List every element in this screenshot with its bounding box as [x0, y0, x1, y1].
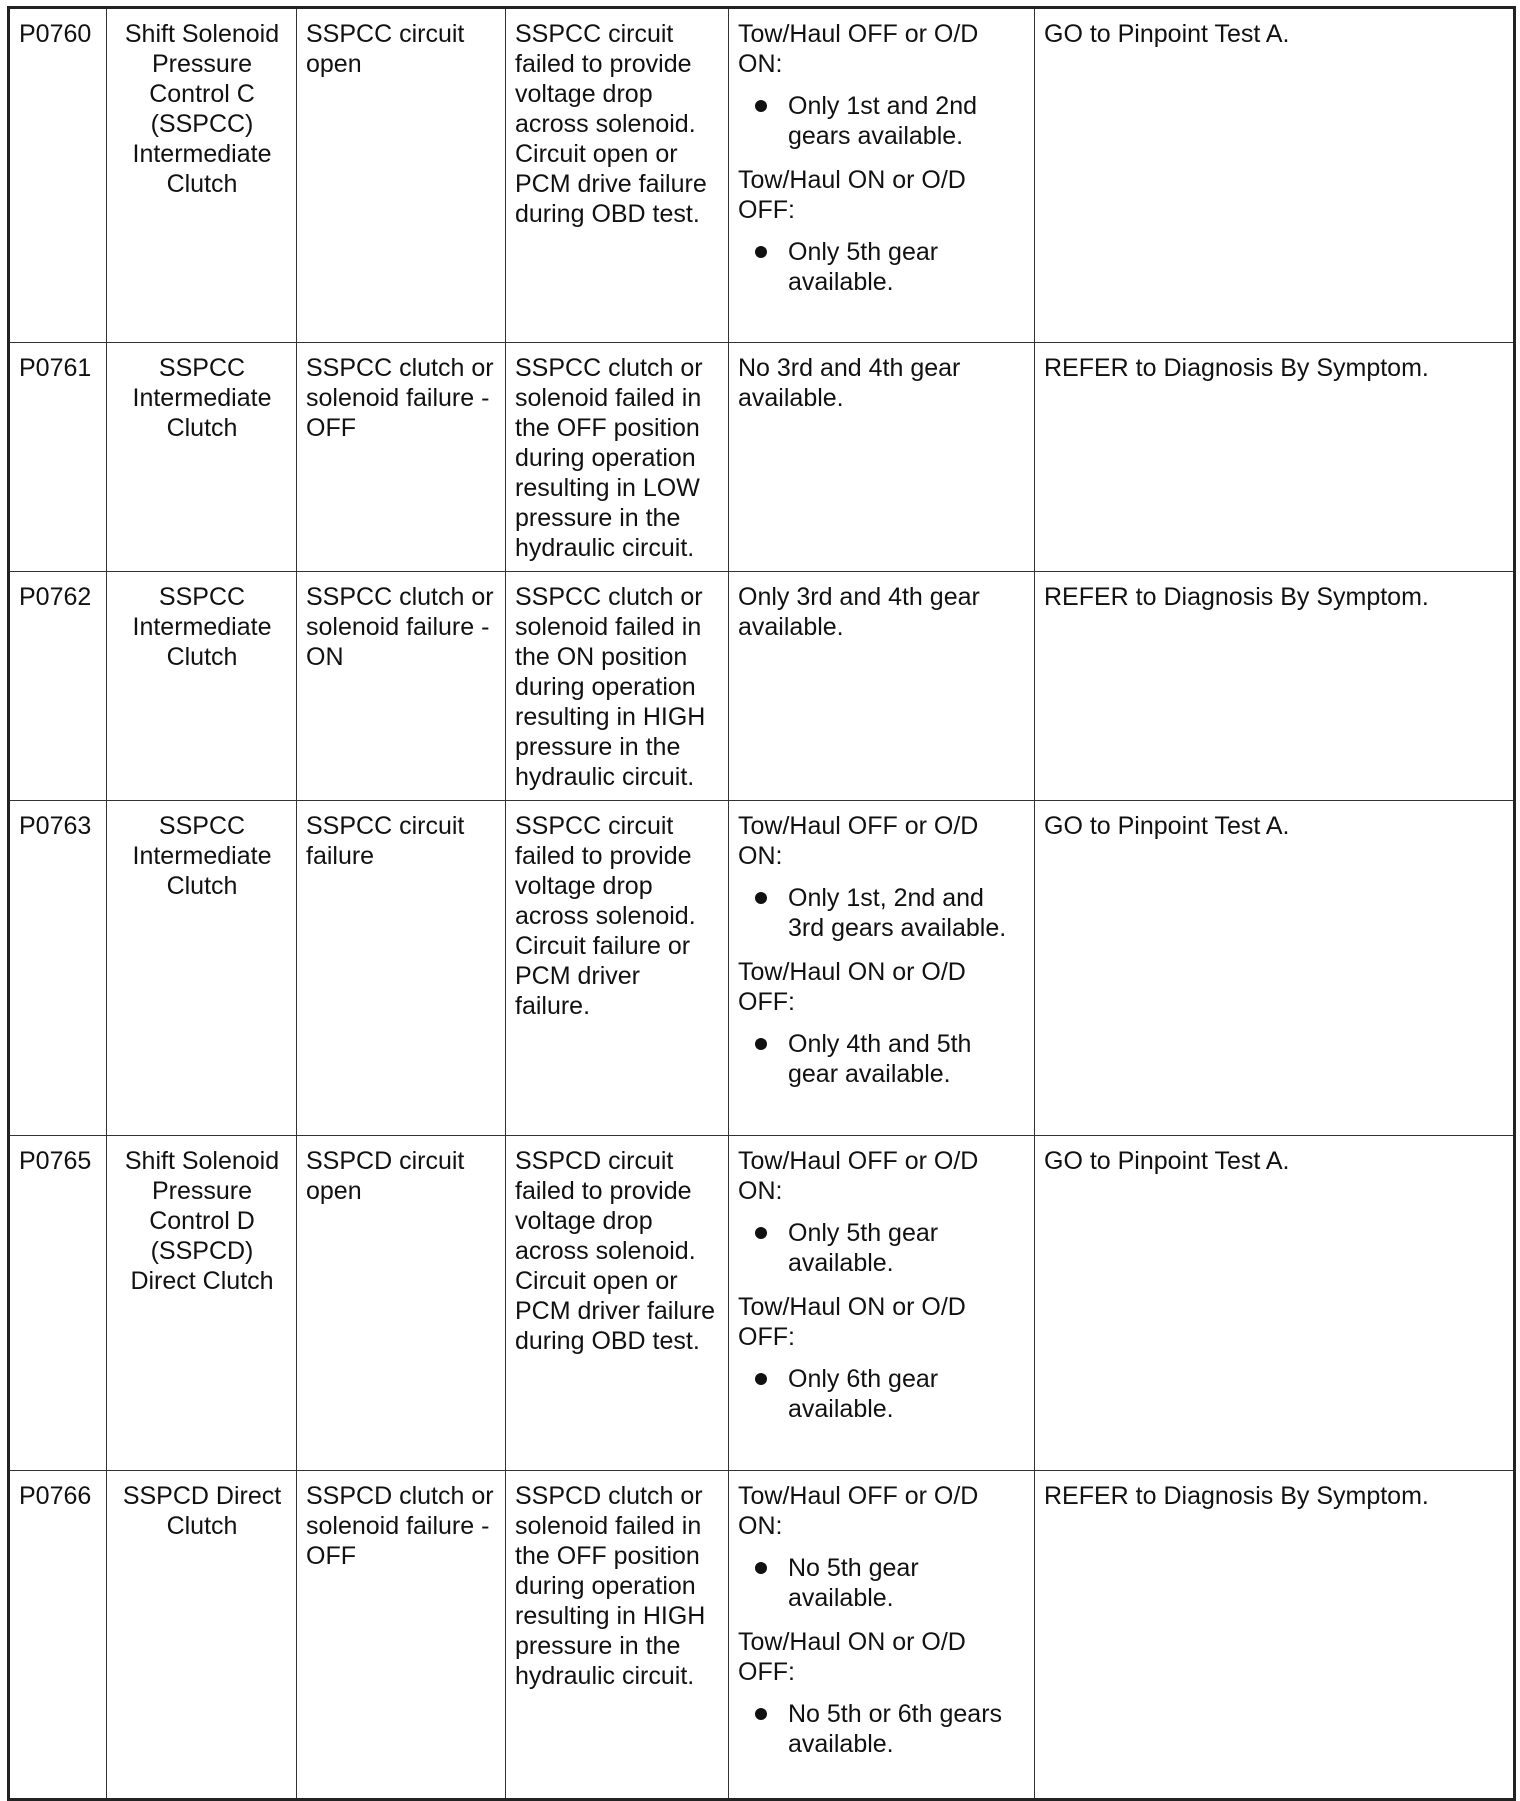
- component-name: SSPCD Direct Clutch: [122, 1482, 282, 1540]
- symptom-bullets: [738, 237, 1026, 297]
- dtc-description: SSPCD circuit open: [306, 1147, 465, 1205]
- condition-cell: [506, 572, 729, 801]
- table-row: [9, 572, 1515, 801]
- symptom-list: [738, 1481, 1026, 1759]
- table-row: [9, 801, 1515, 1136]
- symptom-list: [738, 353, 1026, 413]
- description-cell: [297, 8, 506, 343]
- dtc-code-cell: [9, 8, 107, 343]
- symptom-heading: Tow/Haul OFF or O/D ON:: [738, 812, 979, 870]
- list-item: [738, 1029, 1026, 1089]
- list-item: [738, 91, 1026, 151]
- action-cell: [1035, 572, 1515, 801]
- symptom-heading: Tow/Haul ON or O/D OFF:: [738, 1628, 966, 1686]
- symptom-cell: [729, 8, 1035, 343]
- description-cell: [297, 1136, 506, 1471]
- symptom-bullets: [738, 883, 1026, 943]
- symptom-cell: [729, 572, 1035, 801]
- table-row: [9, 1471, 1515, 1800]
- symptom-bullet-text: Only 5th gear available.: [788, 238, 939, 296]
- dtc-code-cell: [9, 572, 107, 801]
- symptom-heading: Tow/Haul ON or O/D OFF:: [738, 958, 966, 1016]
- dtc-code: P0763: [19, 812, 92, 840]
- description-cell: [297, 572, 506, 801]
- symptom-heading: Only 3rd and 4th gear available.: [738, 583, 980, 641]
- bullet-icon: [755, 1227, 767, 1239]
- dtc-code-cell: [9, 1136, 107, 1471]
- symptom-cell: [729, 1136, 1035, 1471]
- component-cell: [107, 572, 297, 801]
- component-cell: [107, 1471, 297, 1800]
- symptom-heading: Tow/Haul OFF or O/D ON:: [738, 1482, 979, 1540]
- symptom-list: [738, 582, 1026, 642]
- dtc-code: P0765: [19, 1147, 92, 1175]
- symptom-bullets: [738, 1364, 1026, 1424]
- dtc-table: [7, 6, 1516, 1801]
- description-cell: [297, 1471, 506, 1800]
- action-cell: [1035, 343, 1515, 572]
- component-cell: [107, 343, 297, 572]
- component-name: Shift Solenoid Pressure Control C (SSPCC) Intermediate Clutch: [124, 20, 280, 198]
- dtc-condition: SSPCD circuit failed to provide voltage drop across solenoid. Circuit open or PCM driver failure during OBD test.: [515, 1147, 716, 1355]
- list-item: [738, 1553, 1026, 1613]
- dtc-description: SSPCC circuit open: [306, 20, 465, 78]
- dtc-action: REFER to Diagnosis By Symptom.: [1044, 354, 1429, 382]
- dtc-action: REFER to Diagnosis By Symptom.: [1044, 1482, 1429, 1510]
- dtc-condition: SSPCC clutch or solenoid failed in the OFF position during operation resulting in LOW pressure in the hydraulic circuit.: [515, 354, 703, 562]
- list-item: [738, 883, 1026, 943]
- symptom-heading: No 3rd and 4th gear available.: [738, 354, 961, 412]
- dtc-description: SSPCD clutch or solenoid failure - OFF: [306, 1482, 494, 1570]
- component-name: SSPCC Intermediate Clutch: [132, 812, 272, 900]
- description-cell: [297, 343, 506, 572]
- symptom-bullet-text: Only 4th and 5th gear available.: [788, 1030, 972, 1088]
- symptom-bullet-text: Only 6th gear available.: [788, 1365, 939, 1423]
- dtc-code-cell: [9, 343, 107, 572]
- symptom-bullets: [738, 1029, 1026, 1089]
- symptom-list: [738, 1146, 1026, 1424]
- dtc-condition: SSPCC clutch or solenoid failed in the ON position during operation resulting in HIGH pressure in the hydraulic circuit.: [515, 583, 706, 791]
- list-item: [738, 237, 1026, 297]
- dtc-code: P0766: [19, 1482, 92, 1510]
- bullet-icon: [755, 100, 767, 112]
- condition-cell: [506, 343, 729, 572]
- dtc-condition: SSPCC circuit failed to provide voltage drop across solenoid. Circuit failure or PCM driver failure.: [515, 812, 696, 1020]
- symptom-cell: [729, 1471, 1035, 1800]
- component-cell: [107, 801, 297, 1136]
- condition-cell: [506, 1136, 729, 1471]
- symptom-bullet-text: Only 1st and 2nd gears available.: [788, 92, 978, 150]
- dtc-code-cell: [9, 1471, 107, 1800]
- symptom-heading: Tow/Haul ON or O/D OFF:: [738, 1293, 966, 1351]
- dtc-description: SSPCC clutch or solenoid failure - OFF: [306, 354, 494, 442]
- dtc-action: REFER to Diagnosis By Symptom.: [1044, 583, 1429, 611]
- component-name: Shift Solenoid Pressure Control D (SSPCD) Direct Clutch: [124, 1147, 280, 1295]
- component-cell: [107, 1136, 297, 1471]
- component-name: SSPCC Intermediate Clutch: [132, 354, 272, 442]
- table-row: [9, 8, 1515, 343]
- symptom-heading: Tow/Haul ON or O/D OFF:: [738, 166, 966, 224]
- symptom-bullet-text: Only 5th gear available.: [788, 1219, 939, 1277]
- dtc-description: SSPCC clutch or solenoid failure - ON: [306, 583, 494, 671]
- symptom-bullet-text: No 5th gear available.: [788, 1554, 919, 1612]
- dtc-code: P0760: [19, 20, 92, 48]
- dtc-condition: SSPCD clutch or solenoid failed in the OFF position during operation resulting in HIGH pressure in the hydraulic circuit.: [515, 1482, 706, 1690]
- dtc-description: SSPCC circuit failure: [306, 812, 465, 870]
- action-cell: [1035, 1471, 1515, 1800]
- action-cell: [1035, 8, 1515, 343]
- symptom-heading: Tow/Haul OFF or O/D ON:: [738, 1147, 979, 1205]
- list-item: [738, 1699, 1026, 1759]
- condition-cell: [506, 8, 729, 343]
- component-name: SSPCC Intermediate Clutch: [132, 583, 272, 671]
- bullet-icon: [755, 1038, 767, 1050]
- dtc-condition: SSPCC circuit failed to provide voltage drop across solenoid. Circuit open or PCM drive failure during OBD test.: [515, 20, 707, 228]
- description-cell: [297, 801, 506, 1136]
- condition-cell: [506, 1471, 729, 1800]
- action-cell: [1035, 801, 1515, 1136]
- action-cell: [1035, 1136, 1515, 1471]
- bullet-icon: [755, 246, 767, 258]
- dtc-code: P0762: [19, 583, 92, 611]
- symptom-bullets: [738, 1553, 1026, 1613]
- symptom-cell: [729, 343, 1035, 572]
- bullet-icon: [755, 1708, 767, 1720]
- list-item: [738, 1364, 1026, 1424]
- symptom-list: [738, 811, 1026, 1089]
- table-row: [9, 343, 1515, 572]
- bullet-icon: [755, 1562, 767, 1574]
- dtc-table-body: [9, 8, 1515, 1800]
- condition-cell: [506, 801, 729, 1136]
- symptom-bullets: [738, 1218, 1026, 1278]
- symptom-bullets: [738, 1699, 1026, 1759]
- dtc-code-cell: [9, 801, 107, 1136]
- list-item: [738, 1218, 1026, 1278]
- symptom-list: [738, 19, 1026, 297]
- dtc-action: GO to Pinpoint Test A.: [1044, 20, 1290, 48]
- component-cell: [107, 8, 297, 343]
- table-row: [9, 1136, 1515, 1471]
- bullet-icon: [755, 1373, 767, 1385]
- symptom-heading: Tow/Haul OFF or O/D ON:: [738, 20, 979, 78]
- symptom-bullet-text: No 5th or 6th gears available.: [788, 1700, 1003, 1758]
- dtc-action: GO to Pinpoint Test A.: [1044, 812, 1290, 840]
- dtc-action: GO to Pinpoint Test A.: [1044, 1147, 1290, 1175]
- bullet-icon: [755, 892, 767, 904]
- symptom-bullets: [738, 91, 1026, 151]
- symptom-cell: [729, 801, 1035, 1136]
- dtc-code: P0761: [19, 354, 92, 382]
- symptom-bullet-text: Only 1st, 2nd and 3rd gears available.: [788, 884, 1007, 942]
